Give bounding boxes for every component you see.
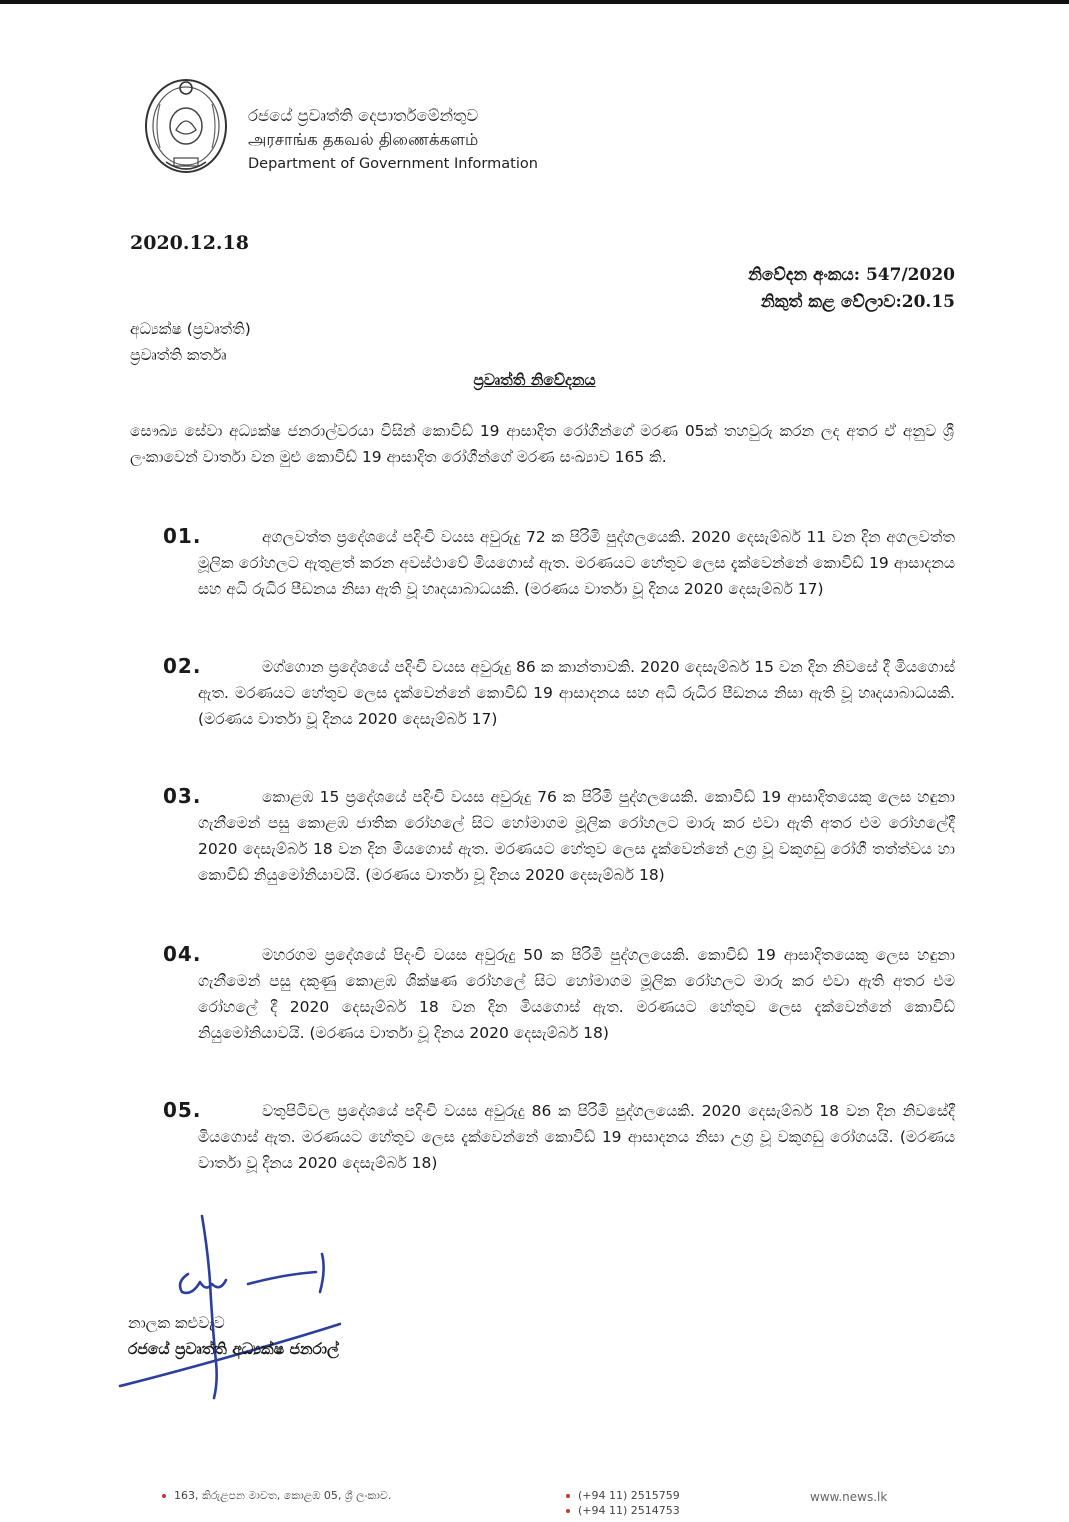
- item-text: කොළඹ 15 ප්‍රදේශයේ පදිංචි වයස අවුරුදු 76 ක පිරිමි පුද්ගලයෙකි. කොවිඩ් 19 ආසාදිතයෙකු ලෙස හඳුනා ගැනීමෙන් පසු කොළඹ ජාතික රෝහලේ සිට හෝමාගම මූලික රෝහලට මාරු කර එවා ඇති අතර එම රෝහලේදී 2020 දෙසැම්බර් 18 වන දින මියගොස් ඇත. මරණයට හේතුව ලෙස දැක්වෙන්නේ උග්‍ර වූ වකුගඩු රෝගී තත්ත්වය හා කොවිඩ් නියුමෝනියාවයි. (මරණය වාර්තා වූ දිනය 2020 දෙසැම්බර් 18): [198, 788, 955, 884]
- reference-block: [748, 262, 955, 316]
- bullet-icon: [162, 1494, 166, 1498]
- phone-number: (+94 11) 2514753: [578, 1504, 680, 1517]
- top-edge-bar: [0, 0, 1069, 4]
- recipients-block: [130, 316, 251, 368]
- release-time: නිකුත් කළ වේලාව:20.15: [760, 292, 955, 312]
- list-item: [163, 784, 955, 888]
- item-number: 04.: [163, 942, 202, 966]
- signer-name: නාලක කළුවැව: [128, 1314, 225, 1332]
- notice-number: නිවේදන අංකය: 547/2020: [748, 265, 955, 285]
- list-item: [163, 654, 955, 732]
- phone-number: (+94 11) 2515759: [578, 1489, 680, 1502]
- phone-icon: [566, 1494, 570, 1498]
- list-item: [163, 1098, 955, 1176]
- document-title-row: [0, 370, 1069, 390]
- list-item: [163, 942, 955, 1046]
- letterhead-footer: [0, 1488, 1069, 1522]
- footer-phones: [566, 1488, 680, 1518]
- item-number: 03.: [163, 784, 202, 808]
- signer-role: රජයේ ප්‍රවෘත්ති අධ්‍යක්ෂ ජනරාල්: [128, 1340, 339, 1358]
- item-number: 02.: [163, 654, 202, 678]
- item-text: වතුපිටිවල ප්‍රදේශයේ පදිංචි වයස අවුරුදු 86 ක පිරිමි පුද්ගලයෙකි. 2020 දෙසැම්බර් 18 වන දින නිවසේදී මියගොස් ඇත. මරණයට හේතුව ලෙස දැක්වෙන්නේ කොවිඩ් 19 ආසාදනය නිසා උග්‍ර වූ වකුගඩු රෝගයයි. (මරණය වාර්තා වූ දිනය 2020 දෙසැම්බර් 18): [198, 1102, 955, 1172]
- item-number: 01.: [163, 524, 202, 548]
- list-item: [163, 524, 955, 602]
- footer-address: [162, 1488, 391, 1503]
- intro-paragraph: සෞඛ්‍ය සේවා අධ්‍යක්ෂ ජනරාල්වරයා විසින් කොවිඩ් 19 ආසාදිත රෝගීන්ගේ මරණ 05ක් තහවුරු කරන ලද අතර ඒ අනුව ශ්‍රී ලංකාවෙන් වාර්තා වන මුළු කොවිඩ් 19 ආසාදිත රෝගීන්ගේ මරණ සංඛ්‍යාව 165 කි.: [130, 422, 954, 466]
- item-text: මග්ගොන ප්‍රදේශයේ පදිංචි වයස අවුරුදු 86 ක කාන්තාවකි. 2020 දෙසැම්බර් 15 වන දින නිවසේ දී මියගොස් ඇත. මරණයට හේතුව ලෙස දැක්වෙන්නේ කොවිඩ් 19 ආසාදනය සහ අධි රුධිර පීඩනය නිසා ඇති වූ හෘදයාබාධයකි. (මරණය වාර්තා වූ දිනය 2020 දෙසැම්බර් 17): [198, 658, 955, 728]
- item-text: මහරගම ප්‍රදේශයේ පිදංචි වයස අවුරුදු 50 ක පිරිමි පුද්ගලයෙකි. කොවිඩ් 19 ආසාදිතයෙකු ලෙස හඳුනා ගැනීමෙන් පසු දකුණු කොළඹ ශික්ෂණ රෝහලේ සිට හෝමාගම මූලික රෝහලට මාරු කර එවා ඇති අතර එම රෝහලේ දී 2020 දෙසැම්බර් 18 වන දින මියගොස් ඇත. මරණයට හේතුව ලෙස දැක්වෙන්නේ කොවිඩ් නියුමෝනියාවයි. (මරණය වාර්තා වූ දිනය 2020 දෙසැම්බර් 18): [198, 946, 955, 1042]
- dept-name-sinhala: රජයේ ප්‍රවෘත්ති දෙපාර්තමේන්තුව: [248, 106, 479, 125]
- document-date: 2020.12.18: [130, 232, 249, 254]
- item-number: 05.: [163, 1098, 202, 1122]
- dept-name-tamil: அரசாங்க தகவல் திணைக்களம்: [248, 130, 479, 149]
- item-text: අගලවත්ත ප්‍රදේශයේ පදිංචි වයස අවුරුදු 72 ක පිරිමි පුද්ගලයෙකි. 2020 දෙසැම්බර් 11 වන දින අගලවත්ත මූලික රෝහලට ඇතුළත් කරන අවස්ථාවේ මියගොස් ඇත. මරණයට හේතුව ලෙස දැක්වෙන්නේ කොවිඩ් 19 ආසාදනය සහ අධි රුධිර පීඩනය නිසා ඇති වූ හෘදයාබාධයකි. (මරණය වාර්තා වූ දිනය 2020 දෙසැම්බර් 17): [198, 528, 955, 598]
- address-line: 163, කිරුළපන මාවත, කොළඹ 05, ශ්‍රී ලංකාව.: [174, 1489, 392, 1502]
- recipient-line: අධ්‍යක්ෂ (ප්‍රවෘත්ති): [130, 320, 251, 338]
- state-emblem-icon: [140, 74, 232, 178]
- handwritten-signature: [116, 1212, 346, 1402]
- dept-name-english: Department of Government Information: [248, 156, 538, 172]
- signer-block: [128, 1310, 339, 1362]
- document-title: ප්‍රවෘත්ති නිවේදනය: [473, 371, 596, 389]
- fax-icon: [566, 1509, 570, 1513]
- department-name-block: [248, 104, 538, 176]
- footer-website: www.news.lk: [810, 1490, 888, 1504]
- recipient-line: ප්‍රවෘත්ති කර්තෘ: [130, 346, 227, 364]
